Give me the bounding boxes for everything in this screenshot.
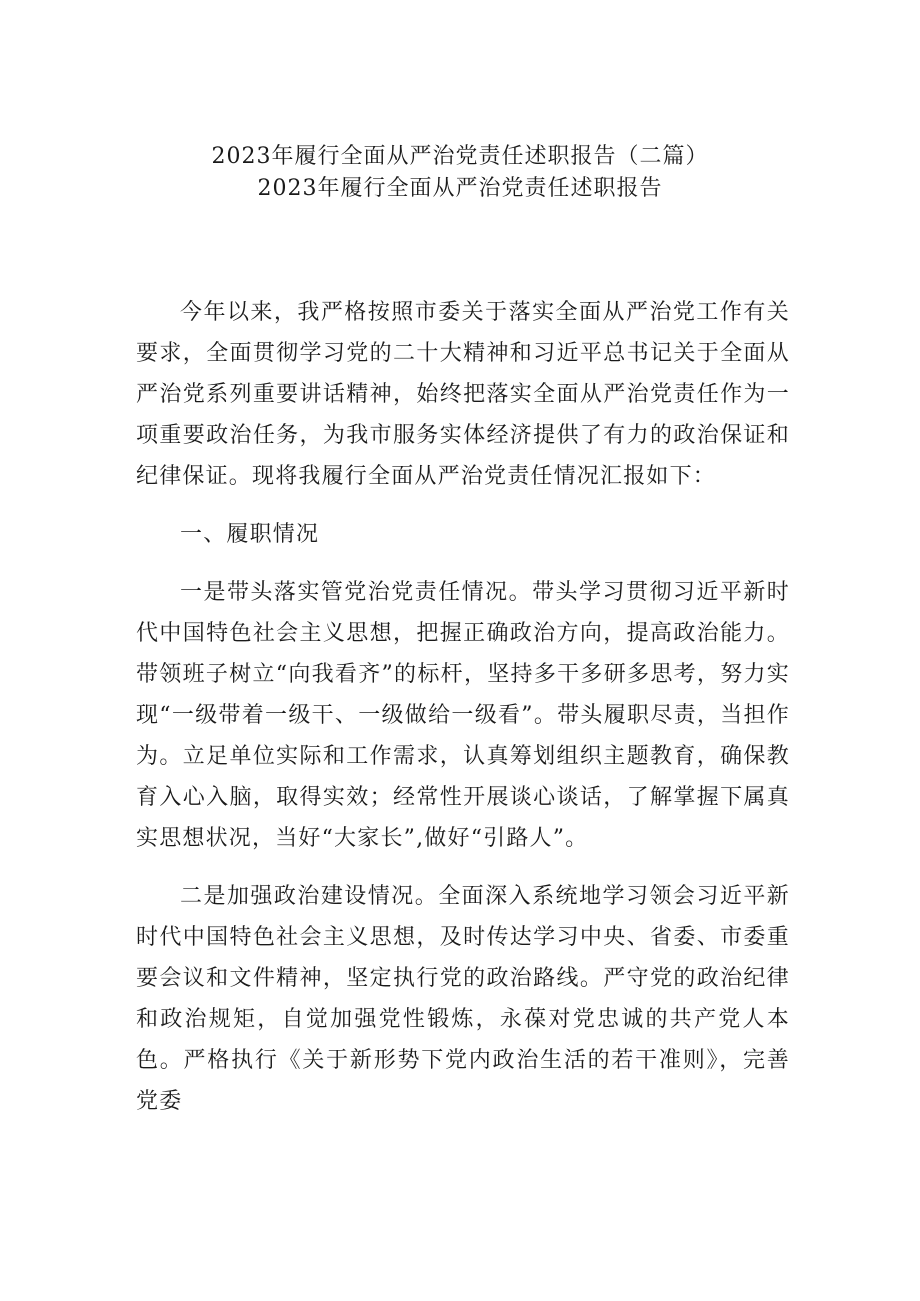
document-title: 2023年履行全面从严治党责任述职报告（二篇）	[211, 144, 709, 169]
document-subtitle: 2023年履行全面从严治党责任述职报告	[257, 176, 663, 201]
section-heading: 一、履职情况	[180, 522, 320, 547]
title-block	[0, 141, 920, 205]
body-paragraph-2: 二是加强政治建设情况。全面深入系统地学习领会习近平新时代中国特色社会主义思想，及时传达学习中央、省委、市委重要会议和文件精神，坚定执行党的政治路线。严守党的政治纪律和政治规矩，自觉加强党性锻炼，永葆对党忠诚的共产党人本色。严格执行《关于新形势下党内政治生活的若干准则》，完善党委	[136, 884, 790, 1114]
document-body	[136, 292, 790, 1139]
body-paragraph-1: 一是带头落实管党治党责任情况。带头学习贯彻习近平新时代中国特色社会主义思想，把握正确政治方向，提高政治能力。带领班子树立“向我看齐”的标杆，坚持多干多研多思考，努力实现“一级带着一级干、一级做给一级看”。带头履职尽责，当担作为。立足单位实际和工作需求，认真筹划组织主题教育，确保教育入心入脑，取得实效；经常性开展谈心谈话，了解掌握下属真实思想状况，当好“大家长”,做好“引路人”。	[136, 580, 790, 851]
intro-paragraph: 今年以来，我严格按照市委关于落实全面从严治党工作有关要求，全面贯彻学习党的二十大精神和习近平总书记关于全面从严治党系列重要讲话精神，始终把落实全面从严治党责任作为一项重要政治任务，为我市服务实体经济提供了有力的政治保证和纪律保证。现将我履行全面从严治党责任情况汇报如下：	[136, 300, 790, 489]
